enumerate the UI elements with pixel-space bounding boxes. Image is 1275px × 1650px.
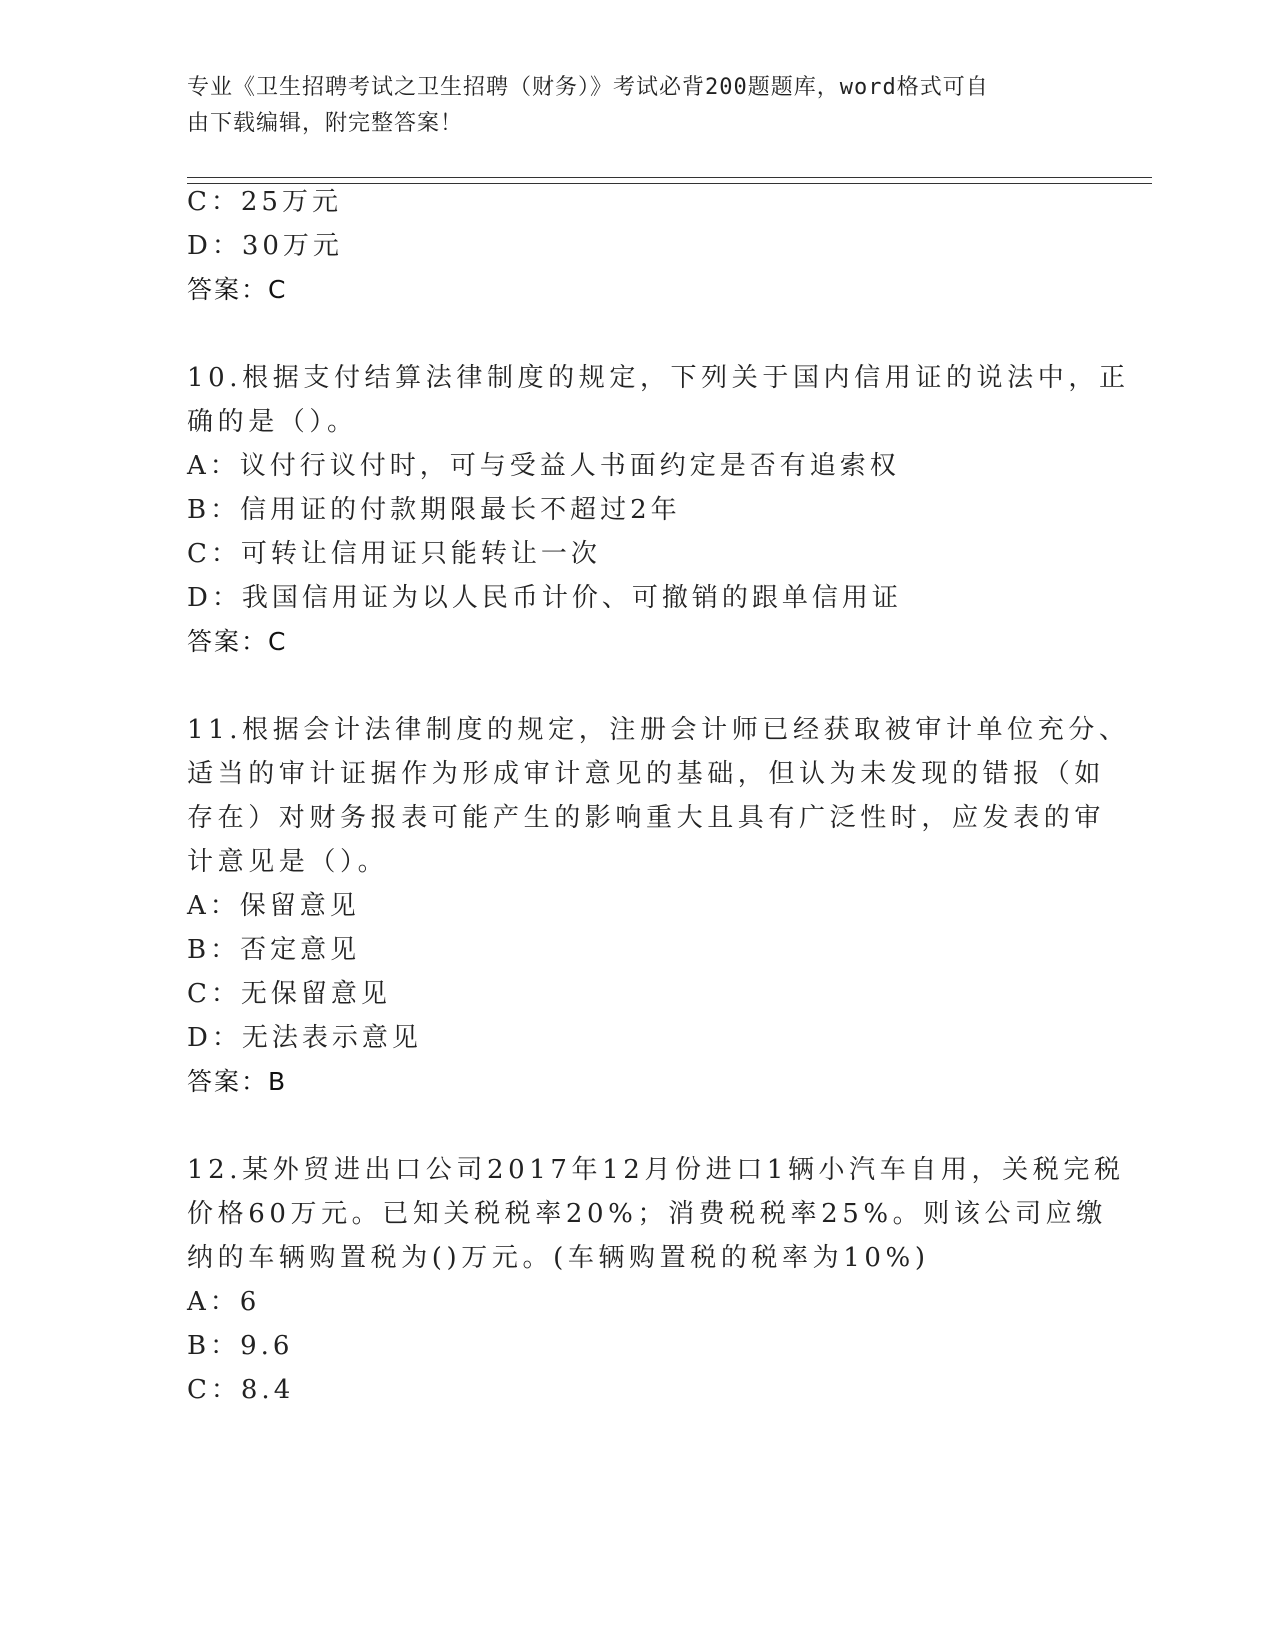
q10-stem-line-2: 确的是（）。	[187, 407, 358, 437]
q11-option-d: D：无法表示意见	[187, 1023, 422, 1053]
q12-stem-line-1: 12.某外贸进出口公司2017年12月份进口1辆小汽车自用，关税完税	[187, 1155, 1125, 1185]
q11-option-b: B：否定意见	[187, 935, 361, 965]
prev-option-c: C：25万元	[187, 187, 342, 217]
q12-option-a: A：6	[187, 1287, 261, 1317]
q10-answer: 答案：C	[187, 627, 288, 656]
q11-answer: 答案：B	[187, 1067, 288, 1096]
document-header	[187, 70, 1067, 142]
q11-stem-line-4: 计意见是（）。	[187, 847, 389, 877]
header-line-2: 由下载编辑，附完整答案！	[187, 111, 464, 136]
q11-option-a: A：保留意见	[187, 891, 360, 921]
q11-stem-line-2: 适当的审计证据作为形成审计意见的基础，但认为未发现的错报（如	[187, 759, 1106, 789]
q11-stem-line-1: 11.根据会计法律制度的规定，注册会计师已经获取被审计单位充分、	[187, 715, 1130, 745]
q12-option-c: C：8.4	[187, 1375, 295, 1405]
prev-option-d: D：30万元	[187, 231, 343, 261]
q11-stem-line-3: 存在）对财务报表可能产生的影响重大且具有广泛性时，应发表的审	[187, 803, 1106, 833]
q12-stem-line-2: 价格60万元。已知关税税率20%；消费税税率25%。则该公司应缴	[187, 1199, 1107, 1229]
q11-option-c: C：无保留意见	[187, 979, 391, 1009]
header-divider-top	[187, 177, 1152, 178]
q10-option-b: B：信用证的付款期限最长不超过2年	[187, 495, 681, 525]
q10-option-d: D：我国信用证为以人民币计价、可撤销的跟单信用证	[187, 583, 902, 613]
q10-option-c: C：可转让信用证只能转让一次	[187, 539, 601, 569]
q10-stem-line-1: 10.根据支付结算法律制度的规定，下列关于国内信用证的说法中，正	[187, 363, 1130, 393]
q10-option-a: A：议付行议付时，可与受益人书面约定是否有追索权	[187, 451, 900, 481]
q12-option-b: B：9.6	[187, 1331, 294, 1361]
q12-stem-line-3: 纳的车辆购置税为()万元。(车辆购置税的税率为10%)	[187, 1243, 930, 1273]
header-line-1: 专业《卫生招聘考试之卫生招聘（财务）》考试必背200题题库，word格式可自	[187, 75, 989, 100]
header-divider-bottom	[187, 183, 1152, 184]
prev-answer: 答案：C	[187, 275, 288, 304]
